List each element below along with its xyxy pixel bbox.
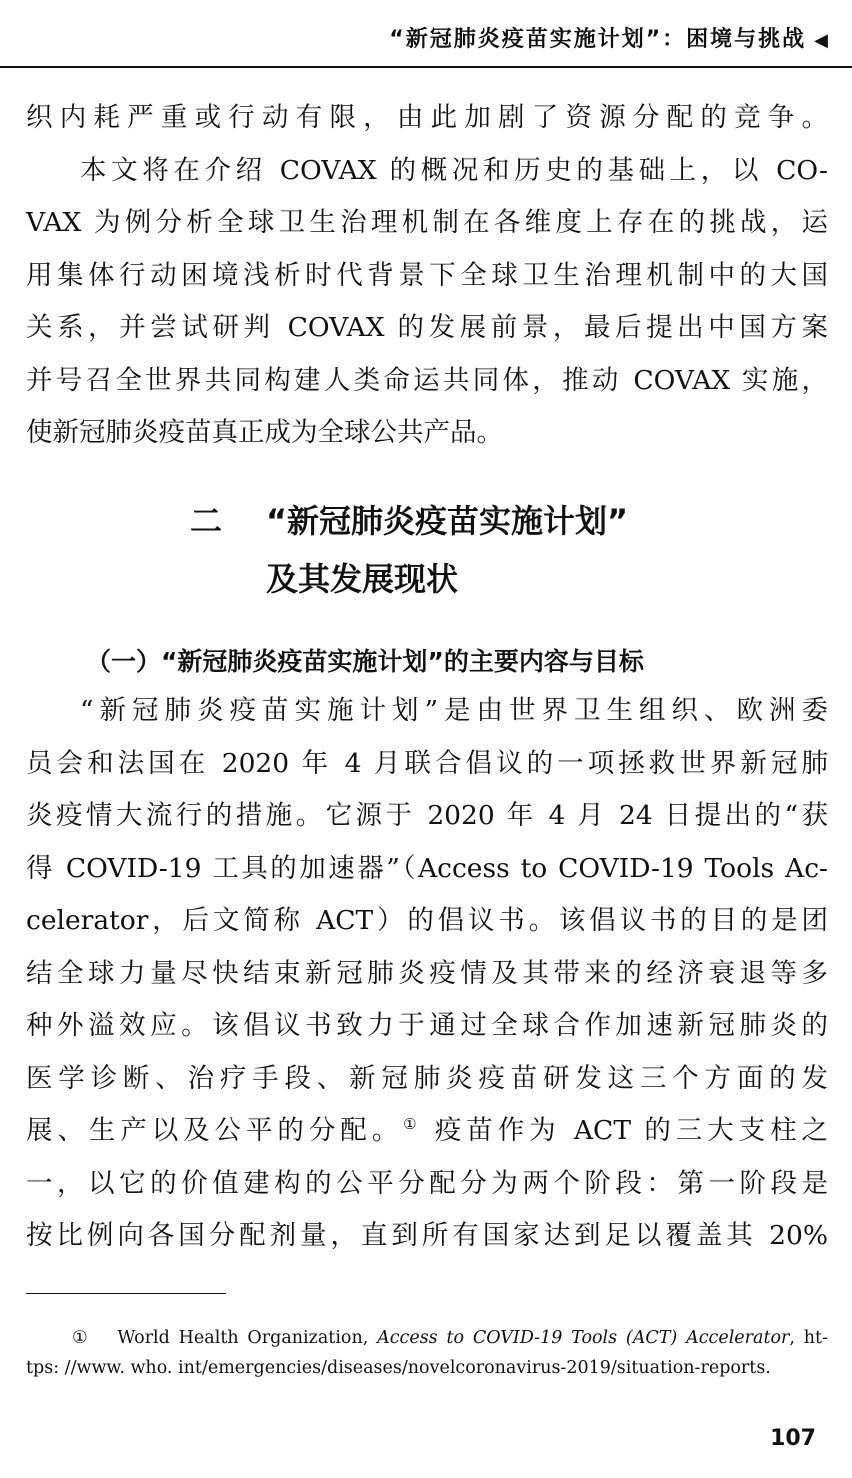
section-heading: [190, 492, 628, 608]
footnote-url-start: , ht-: [789, 1328, 828, 1348]
text-segment: 疫苗作为 ACT 的三大支柱之: [434, 1115, 828, 1146]
footnote-title: Access to COVID-19 Tools (ACT) Accelerator: [377, 1328, 790, 1348]
footnote-reference[interactable]: ①: [403, 1115, 422, 1133]
page-arrow-icon: ◀: [814, 30, 830, 51]
text-line: 使新冠肺炎疫苗真正成为全球公共产品。: [26, 417, 503, 448]
text-line: 员会和法国在 2020 年 4 月联合倡议的一项拯救世界新冠肺: [26, 747, 828, 779]
text-line: 炎疫情大流行的措施。它源于 2020 年 4 月 24 日提出的“获: [26, 800, 828, 831]
text-line: 本文将在介绍 COVAX 的概况和历史的基础上，以 CO-: [80, 154, 828, 186]
text-line: VAX 为例分析全球卫生治理机制在各维度上存在的挑战，运: [26, 207, 828, 238]
text-line: “新冠肺炎疫苗实施计划”是由世界卫生组织、欧洲委: [80, 695, 828, 726]
text-line: 用集体行动困境浅析时代背景下全球卫生治理机制中的大国: [26, 259, 828, 291]
text-line: 医学诊断、治疗手段、新冠肺炎疫苗研发这三个方面的发: [26, 1062, 828, 1094]
text-segment: 展、生产以及公平的分配。: [26, 1115, 404, 1146]
text-line: [26, 1105, 828, 1158]
text-line: 按比例向各国分配剂量，直到所有国家达到足以覆盖其 20%: [26, 1220, 828, 1251]
header-rule: [0, 66, 852, 68]
section-title-line2: 及其发展现状: [266, 560, 459, 598]
subsection-heading: （一）“新冠肺炎疫苗实施计划”的主要内容与目标: [86, 647, 644, 676]
text-line: 得 COVID-19 工具的加速器”（Access to COVID-19 Tools Ac-: [26, 852, 828, 884]
footnote-rule: [26, 1293, 226, 1294]
section-title-line1: “新冠肺炎疫苗实施计划”: [266, 502, 629, 540]
text-line: 并号召全世界共同构建人类命运共同体，推动 COVAX 实施，: [26, 364, 828, 396]
text-line: 织内耗严重或行动有限，由此加剧了资源分配的竞争。: [26, 102, 828, 133]
footnote-author: World Health Organization,: [117, 1328, 369, 1348]
intro-paragraphs: [26, 92, 828, 460]
text-line: 关系，并尝试研判 COVAX 的发展前景，最后提出中国方案: [26, 312, 828, 343]
running-title: “新冠肺炎疫苗实施计划”：困境与挑战: [389, 27, 807, 52]
text-line: celerator，后文简称 ACT）的倡议书。该倡议书的目的是团: [26, 905, 828, 936]
footnote-line: [26, 1323, 828, 1353]
section-number: 二: [190, 502, 223, 540]
text-line: 种外溢效应。该倡议书致力于通过全球合作加速新冠肺炎的: [26, 1010, 828, 1041]
text-line: 结全球力量尽快结束新冠肺炎疫情及其带来的经济衰退等多: [26, 957, 828, 989]
running-header: [0, 22, 830, 53]
body-paragraph: [26, 685, 828, 1263]
footnote: [26, 1323, 828, 1383]
footnote-marker: ①: [72, 1328, 91, 1348]
text-line: 一，以它的价值建构的公平分配分为两个阶段：第一阶段是: [26, 1167, 828, 1199]
page-number: 107: [770, 1426, 816, 1451]
footnote-url[interactable]: tps: //www. who. int/emergencies/diseases/novelcoronavirus-2019/situation-reports.: [26, 1358, 771, 1378]
